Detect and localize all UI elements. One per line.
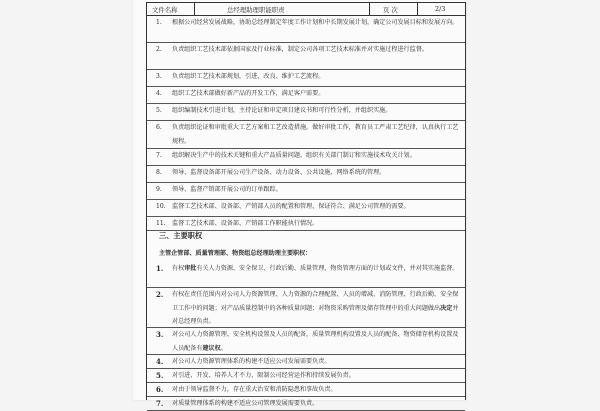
authority-item: 2. 有权在责任范围内对公司人力资源管理、人力资源的合理配置、人员的增减、消防管理、行政后勤、安全保卫工作中的问题；对产品质量控制中的各种质量问题；对物资采购管理及储存管理中的重大问题做出决定并对总经理负责。 (147, 288, 465, 328)
header-divider (417, 3, 418, 15)
authority-item: 5. 对引进、开发、培养人才不力，限制公司经营运作和持续发展负责。 (147, 369, 465, 383)
duty-item: 6. 负责组织论证和审批重大工艺方案和工艺改造措施，做好审批工作，教育员工严肃工艺纪律，认真执行工艺规程。 (147, 121, 465, 149)
duty-item: 8. 领导、监督设备部开展公司生产设备、动力设备、公共设施、网络系统的管理。 (147, 166, 465, 183)
header-divider (369, 3, 370, 15)
duty-item: 4. 组织工艺技术部做好新产品的开发工作，满足客户需要。 (147, 87, 465, 104)
document-title: 总经理助理职能职责 (227, 6, 285, 14)
file-name-label: 文件名称 (152, 6, 178, 14)
duty-item: 9. 领导、监督产销部开展公司的订单跟踪。 (147, 183, 465, 200)
document-header (146, 2, 466, 16)
duty-item: 3. 负责组织工艺技术部规划，引进、改良、维护工艺流程。 (147, 70, 465, 87)
header-divider (194, 3, 195, 15)
authority-item: 1. 有权审批有关人力资源、安全保卫、行政后勤、质量管理、物资管理方面的计划或文件，并对其实施监督。 (147, 262, 465, 288)
authority-item: 4. 对公司人力资源管理体系的构建不适应公司发展需要负责。 (147, 355, 465, 369)
duty-item: 5. 组织编制技术引进计划，主持论证和审定项目建议书和可行性分析，并组织实施。 (147, 104, 465, 121)
duty-item: 11. 监督工艺技术部、设备部、产销部工作职能执行情况。 (147, 217, 465, 231)
authority-item: 3. 对公司人力资源管理、安全机构设置及人员的配备，质量管理机构设置及人员的配备、物资储存机构设置及人员配备有建议权。 (147, 328, 465, 355)
duty-item: 1. 根据公司经营发展战略，协助总经理制定年度工作计划和中长期发展计划，确定公司发展目标和发展方向。 (147, 16, 465, 43)
duty-item: 2. 负责组织工艺技术部依据国家及行业标准，制定公司各项工艺技术标准并对实施过程进行监督。 (147, 43, 465, 70)
page-number: 2/3 (435, 5, 446, 13)
authority-item: 7. 对质量管理体系的构建不适应公司管理发展需要负责。 (147, 397, 465, 411)
document-body (146, 16, 466, 408)
authority-item: 6. 对由于领导监督不力，存在重大治安和消防隐患和事故负责。 (147, 383, 465, 397)
section-title: 三、主要职权 (159, 231, 203, 240)
revision-label: 页 次 (383, 6, 398, 14)
duty-item: 10. 监督工艺技术部、设备部、产销部人员的配置和管理，保证符合、满足公司管理的需要。 (147, 200, 465, 217)
authority-lead: 主管企管部、质量管理部、物资组总经理助理主要职权： (159, 250, 312, 257)
duty-item: 7. 组织解决生产中的技术关键和重大产品质量问题，组织有关部门制订和实施技术攻关计划。 (147, 149, 465, 166)
